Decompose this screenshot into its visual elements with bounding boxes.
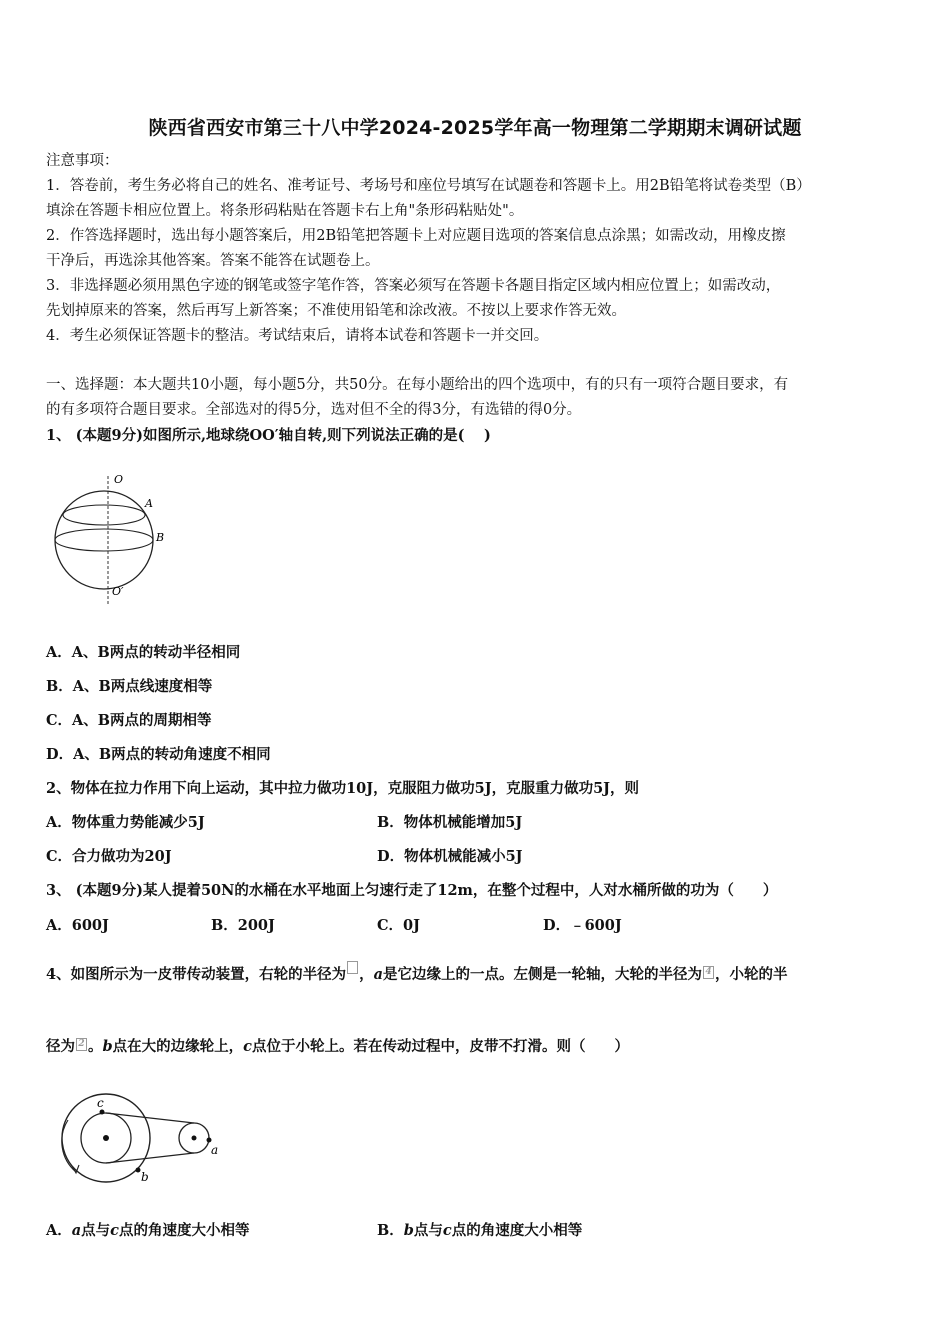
q4-text: B． [377,1222,404,1239]
q4-point-b: b [102,1038,113,1055]
label-a: A [145,497,153,510]
q2-stem: 2、物体在拉力作用下向上运动，其中拉力做功10J，克服阻力做功5J，克服重力做功5J，则 [46,780,640,797]
q4-point-c: c [442,1222,452,1239]
q4-text: ， [359,966,374,983]
point-a-dot [207,1138,212,1143]
q3-stem: 3、 (本题9分)某人提着50N的水桶在水平地面上匀速行走了12m，在整个过程中，人对水桶所做的功为（ ） [46,882,778,899]
q4-point-c: c [110,1222,120,1239]
q4-point-a: a [373,966,383,983]
q3-option-a: A．600J [46,917,109,934]
section-intro: 的有多项符合题目要求。全部选对的得5分，选对但不全的得3分，有选错的得0分。 [46,402,582,418]
q4-stem-line2 [46,1037,908,1057]
q4-text: 点的角速度大小相等 [451,1222,583,1239]
page-title: 陕西省西安市第三十八中学2024-2025学年高一物理第二学期期末调研试题 [148,117,802,139]
q4-stem-line1 [46,961,908,985]
q1-earth-figure [46,468,186,610]
label-o: O [114,473,124,486]
q4-text: 。 [88,1038,103,1055]
q3-option-b: B．200J [211,917,275,934]
notice-line: 2．作答选择题时，选出每小题答案后，用2B铅笔把答题卡上对应题目选项的答案信息点涂黑；如需改动，用橡皮擦 [46,228,786,244]
belt-top [106,1113,194,1123]
label-b: B [156,531,165,544]
notice-heading: 注意事项： [46,153,119,169]
notice-line: 1．答卷前，考生务必将自己的姓名、准考证号、考场号和座位号填写在试题卷和答题卡上。用2B铅笔将试卷类型（B） [46,178,811,194]
formula-placeholder-icon [347,961,358,974]
q1-option-b: B．A、B两点线速度相等 [46,678,213,695]
q4-text: ，小轮的半 [715,966,788,983]
latitude-ellipse [63,505,145,525]
q4-point-a: a [71,1222,82,1239]
section-intro: 一、选择题：本大题共10小题，每小题5分，共50分。在每小题给出的四个选项中，有的只有一项符合题目要求，有 [46,377,789,393]
q2-option-a: A．物体重力势能减少5J [46,814,205,831]
q4-belt-figure [54,1090,234,1190]
q4-text: 点在大的边缘轮上， [112,1038,244,1055]
notice-line: 先划掉原来的答案，然后再写上新答案；不准使用铅笔和涂改液。不按以上要求作答无效。 [46,303,626,319]
equator-ellipse [55,529,153,551]
axle-dot [103,1135,109,1141]
q4-text: 径为 [46,1038,75,1055]
q2-option-c: C．合力做功为20J [46,848,172,865]
q4-option-a [46,1221,250,1241]
formula-placeholder-icon: 2 [76,1038,87,1051]
q4-text: 点与 [81,1222,111,1239]
notice-line: 干净后，再选涂其他答案。答案不能答在试题卷上。 [46,253,380,269]
label-b: b [141,1170,149,1184]
q4-option-b [377,1221,582,1241]
q2-option-b: B．物体机械能增加5J [377,814,523,831]
notice-line: 4．考生必须保证答题卡的整洁。考试结束后，请将本试卷和答题卡一并交回。 [46,328,549,344]
point-c-dot [100,1110,105,1115]
q3-option-d: D．﹣600J [543,917,622,934]
q1-option-a: A．A、B两点的转动半径相同 [46,644,241,661]
q1-option-c: C．A、B两点的周期相等 [46,712,212,729]
q4-text: 点与 [413,1222,443,1239]
rotation-arrow-arc [62,1120,76,1172]
q1-option-d: D．A、B两点的转动角速度不相同 [46,746,271,763]
q4-text: A． [46,1222,72,1239]
label-a: a [211,1143,219,1157]
q3-option-c: C．0J [377,917,420,934]
q4-text: 是它边缘上的一点。左侧是一轮轴，大轮的半径为 [383,966,702,983]
label-c: c [97,1096,104,1110]
earth-circle [55,491,153,589]
belt-bottom [106,1153,194,1163]
q4-point-c: c [243,1038,252,1055]
right-axle-dot [192,1136,197,1141]
q4-point-b: b [403,1222,414,1239]
point-b-dot [136,1168,141,1173]
notice-line: 填涂在答题卡相应位置上。将条形码粘贴在答题卡右上角"条形码粘贴处"。 [46,203,524,219]
q4-text: 点的角速度大小相等 [119,1222,250,1239]
formula-placeholder-icon: 4 [703,966,714,979]
label-o-prime: O′ [112,585,124,598]
q1-stem: 1、 (本题9分)如图所示,地球绕OO′轴自转,则下列说法正确的是( ) [46,427,491,444]
q4-text: 点位于小轮上。若在传动过程中，皮带不打滑。则（ ） [251,1038,629,1055]
q2-option-d: D．物体机械能减小5J [377,848,523,865]
notice-line: 3．非选择题必须用黑色字迹的钢笔或签字笔作答，答案必须写在答题卡各题目指定区域内相应位置上；如需改动， [46,278,781,294]
q4-text: 4、如图所示为一皮带传动装置，右轮的半径为 [46,966,347,983]
